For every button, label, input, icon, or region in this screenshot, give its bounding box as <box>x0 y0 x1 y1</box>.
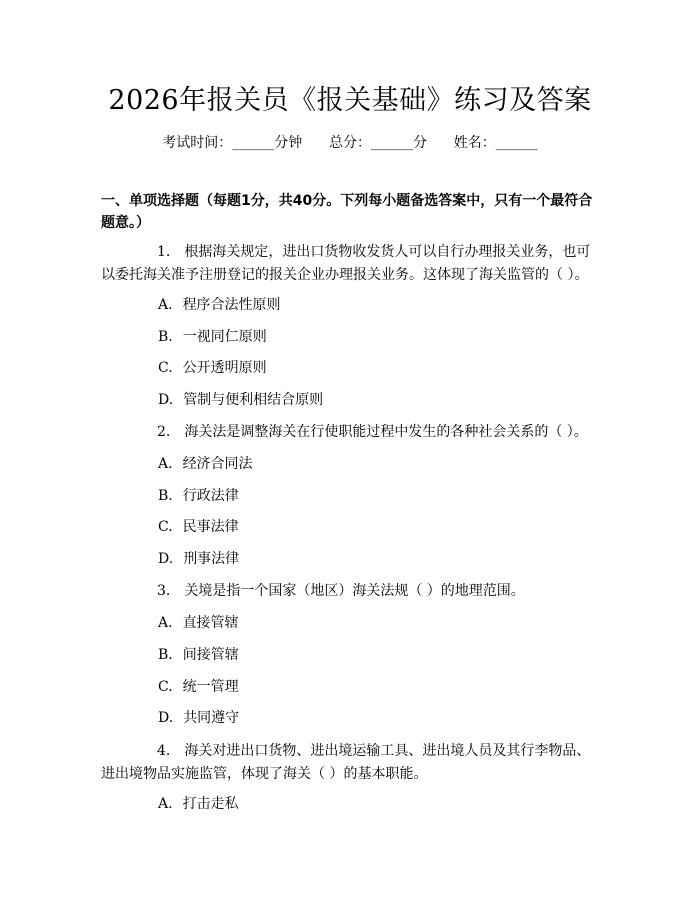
exam-info-line: 考试时间：______分钟 总分：______分 姓名：______ <box>162 135 538 151</box>
document-title: 2026年报关员《报关基础》练习及答案 <box>108 85 592 116</box>
question-1 <box>101 241 601 287</box>
option-letter: C. <box>158 679 173 695</box>
option-1c <box>158 358 598 378</box>
question-text: 根据海关规定，进出口货物收发货人可以自行办理报关业务，也可以委托海关准予注册登记的报关企业办理报关业务。这体现了海关监管的（ ）。 <box>101 244 591 283</box>
option-text: 程序合法性原则 <box>182 297 281 313</box>
option-letter: A. <box>158 615 173 631</box>
option-text: 刑事法律 <box>183 551 240 567</box>
option-letter: D. <box>158 392 174 408</box>
option-2b <box>158 486 598 506</box>
option-letter: B. <box>158 488 173 504</box>
question-number: 3. <box>157 583 171 599</box>
question-number: 4. <box>157 743 171 759</box>
question-2 <box>101 421 601 444</box>
option-text: 行政法律 <box>182 488 239 504</box>
option-3c <box>158 677 598 697</box>
option-letter: D. <box>158 710 174 726</box>
option-text: 打击走私 <box>182 796 239 812</box>
option-letter: A. <box>158 796 173 812</box>
option-letter: A. <box>158 297 173 313</box>
question-text: 关境是指一个国家（地区）海关法规（ ）的地理范围。 <box>184 583 525 599</box>
option-text: 间接管辖 <box>182 647 239 663</box>
option-letter: B. <box>158 329 173 345</box>
question-4 <box>101 740 601 786</box>
option-3a <box>158 613 598 633</box>
option-text: 公开透明原则 <box>182 360 267 376</box>
option-text: 一视同仁原则 <box>182 329 267 345</box>
option-text: 管制与便利相结合原则 <box>183 392 324 408</box>
option-letter: C. <box>158 360 173 376</box>
option-4a <box>158 794 598 814</box>
option-text: 经济合同法 <box>182 456 253 472</box>
option-2c <box>158 517 598 537</box>
question-3 <box>101 580 601 603</box>
option-letter: A. <box>158 456 173 472</box>
option-3b <box>158 645 598 665</box>
option-text: 直接管辖 <box>182 615 239 631</box>
option-1d <box>158 390 598 410</box>
option-1a <box>158 295 598 315</box>
option-2a <box>158 454 598 474</box>
option-letter: C. <box>158 519 173 535</box>
option-2d <box>158 549 598 569</box>
question-text: 海关对进出口货物、进出境运输工具、进出境人员及其行李物品、进出境物品实施监管，体现了海关（ ）的基本职能。 <box>101 743 591 782</box>
option-letter: B. <box>158 647 173 663</box>
question-text: 海关法是调整海关在行使职能过程中发生的各种社会关系的（ ）。 <box>184 424 588 440</box>
question-number: 1. <box>157 244 171 260</box>
option-letter: D. <box>158 551 174 567</box>
option-1b <box>158 327 598 347</box>
option-3d <box>158 708 598 728</box>
question-number: 2. <box>157 424 171 440</box>
section-heading: 一、单项选择题（每题1分，共40分。下列每小题备选答案中，只有一个最符合题意。） <box>101 193 593 231</box>
option-text: 共同遵守 <box>183 710 240 726</box>
option-text: 统一管理 <box>182 679 239 695</box>
option-text: 民事法律 <box>182 519 239 535</box>
